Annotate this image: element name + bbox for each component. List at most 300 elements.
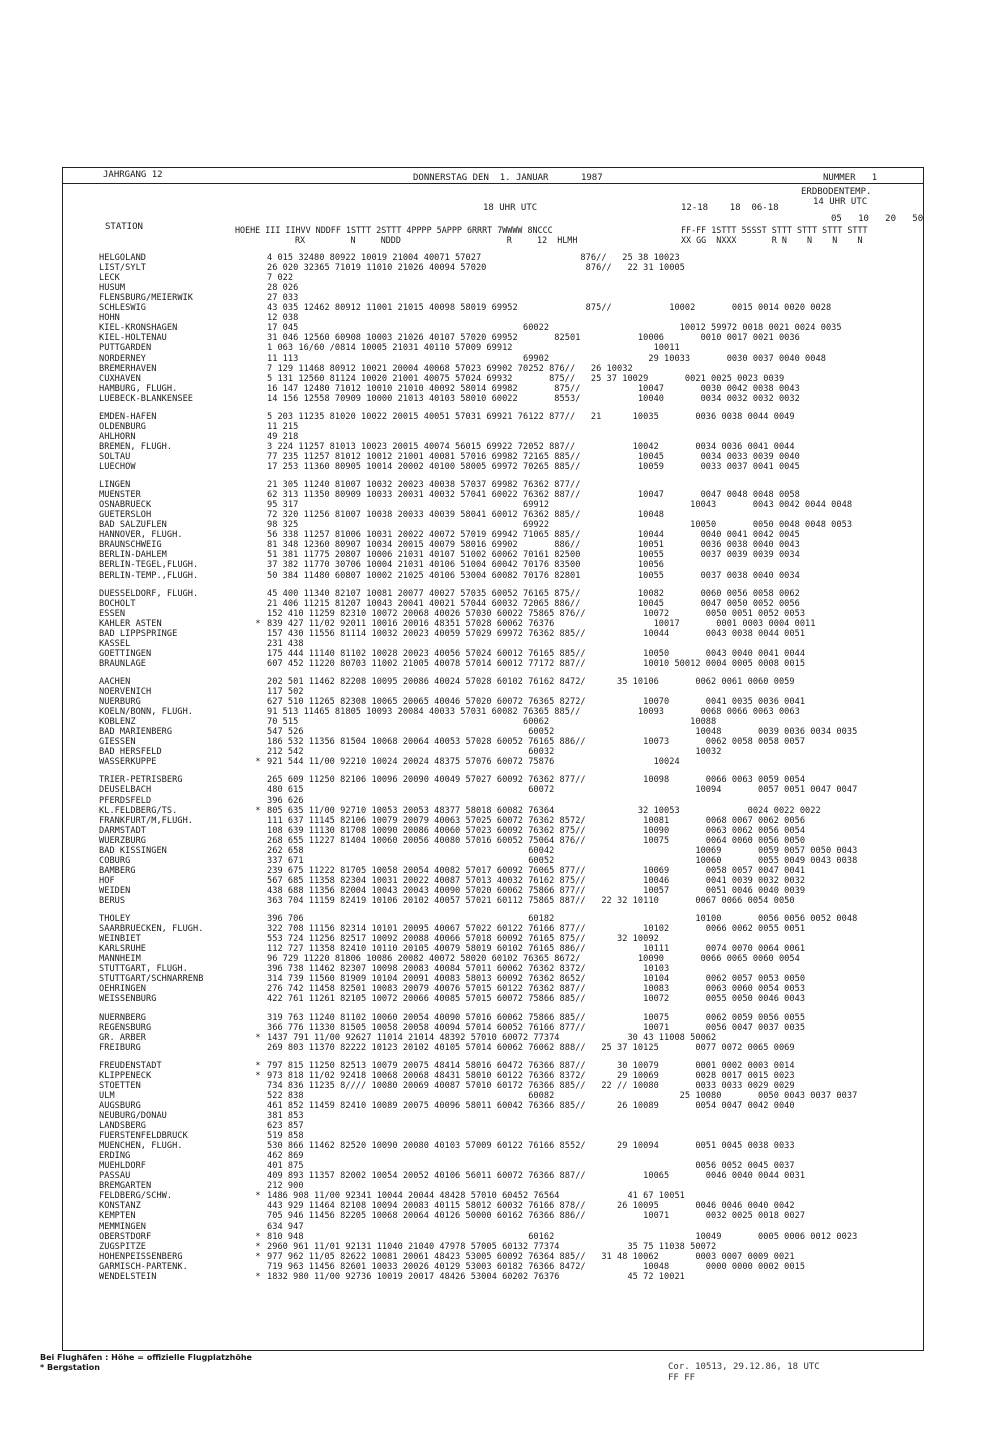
station-name: STOETTEN [99,1080,141,1091]
station-values: 212 542 60032 10032 [267,747,722,758]
station-label: STATION [105,222,143,232]
station-row [99,1222,304,1232]
station-values: 396 738 11462 82307 10098 20083 40084 57011 60062 76362 8372/ 10103 [267,964,670,975]
station-values: 49 218 [267,431,299,442]
mountain-station-marker: * [255,1191,261,1202]
station-row [99,659,805,669]
station-name: BAD LIPPSPRINGE [99,628,178,639]
station-row [99,530,800,540]
station-name: MUENSTER [99,490,141,501]
station-row [99,629,805,639]
station-name: LECK [99,273,120,284]
station-name: AACHEN [99,676,131,687]
station-name: WUERZBURG [99,835,147,846]
station-values: 977 962 11/05 82622 10081 20061 48423 53005 60092 76364 885// 31 48 10062 0003 0007 0009 0021 [267,1251,795,1262]
station-name: KLIPPENECK [99,1070,152,1081]
station-values: 3 224 11257 81013 10023 20015 40074 56015 69922 72052 887// 10042 0034 0036 0041 0044 [267,441,795,452]
station-values: 11 113 69902 29 10033 0030 0037 0040 0048 [267,353,826,364]
station-name: KONSTANZ [99,1201,141,1212]
station-values: 1437 791 11/00 92627 11014 21014 48392 57010 60072 77374 30 43 11008 50062 [267,1032,717,1043]
station-row [99,1272,685,1282]
mountain-station-marker: * [255,757,261,768]
station-name: HOHENPEISSENBERG [99,1251,183,1262]
station-name: DEUSELBACH [99,785,152,796]
station-values: 268 655 11227 81404 10060 20056 40080 57016 60052 75064 876// 10075 0064 0060 0056 0050 [267,835,806,846]
station-values: 14 156 12558 70909 10000 21013 40103 58010 60022 8553/ 10040 0034 0032 0032 0032 [267,393,800,404]
station-name: KARLSRUHE [99,944,147,955]
station-row [99,775,805,785]
station-row [99,432,298,442]
station-values: 77 235 11257 81012 10012 21001 40081 57016 69982 72165 885// 10045 0034 0033 0039 0040 [267,451,800,462]
station-values: 269 803 11370 82222 10123 20102 40105 57014 60062 76062 888// 25 37 10125 0077 0072 0065 0069 [267,1042,795,1053]
station-name: REGENSBURG [99,1022,152,1033]
station-name: BREMGARTEN [99,1181,152,1192]
station-values: 28 026 [267,283,299,294]
station-row [99,964,669,974]
station-row [99,619,816,629]
station-name: HOF [99,875,115,886]
station-values: 212 900 [267,1181,304,1192]
station-name: BOCHOLT [99,598,136,609]
station-row [99,1013,805,1023]
right-time-cols: 12-18 18 06-18 [681,203,779,213]
station-name: BERLIN-TEMP.,FLUGH. [99,570,199,581]
station-name: HELGOLAND [99,253,147,263]
station-values: 72 320 11256 81007 10038 20033 40039 58041 60012 76362 885// 10048 [267,510,665,521]
station-name: BERLIN-TEGEL,FLUGH. [99,560,199,571]
station-row [99,796,304,806]
station-name: OSNABRUECK [99,500,152,511]
station-name: KL.FELDBERG/TS. [99,805,178,816]
station-name: WASSERKUPPE [99,757,157,768]
issue-number: NUMMER 1 [823,173,878,183]
station-row [99,1211,805,1221]
mountain-station-marker: * [255,1241,261,1252]
station-name: CUXHAVEN [99,373,141,384]
station-values: 231 438 [267,638,304,649]
volume-label: JAHRGANG 12 [103,170,163,180]
station-row [99,1081,795,1091]
station-name: BREMEN, FLUGH. [99,441,173,452]
station-row [99,785,857,795]
station-values: 4 015 32480 80922 10019 21004 40071 57027 876// 25 38 10023 [267,253,680,263]
correction-line: Cor. 10513, 29.12.86, 18 UTC [668,1362,820,1372]
mountain-station-marker: * [255,1271,261,1282]
station-row [99,1262,805,1272]
station-row [99,747,721,757]
station-row [99,856,857,866]
station-values: 239 675 11222 81705 10058 20054 40082 57017 60092 76065 877// 10069 0058 0057 0047 0041 [267,865,806,876]
column-codes-sub: RX N NDDD R 12 HLMH [295,235,578,245]
station-row [99,422,298,432]
station-row [99,697,805,707]
mountain-station-marker: * [255,1231,261,1242]
station-row [99,520,852,530]
station-name: FREIBURG [99,1042,141,1053]
station-values: 530 866 11462 82520 10090 20080 40103 57009 60122 76166 8552/ 29 10094 0051 0045 0038 0033 [267,1141,795,1152]
station-values: 50 384 11480 60807 10002 21025 40106 53004 60082 70176 82801 10055 0037 0038 0040 0034 [267,570,800,581]
mountain-station-marker: * [255,1070,261,1081]
station-row [99,571,800,581]
station-name: LUEBECK-BLANKENSEE [99,393,194,404]
station-row [99,283,298,293]
station-name: NEUBURG/DONAU [99,1110,167,1121]
station-name: NUERNBERG [99,1012,147,1023]
station-values: 37 382 11770 30706 10004 21031 40106 51004 60042 70176 83500 10056 [267,560,665,571]
station-name: THOLEY [99,914,131,925]
station-values: 805 635 11/00 92710 10053 20053 48377 58018 60082 76364 32 10053 0024 0022 0022 [267,805,821,816]
station-values: 62 313 11350 80909 10033 20031 40032 57041 60022 76362 887// 10047 0047 0048 0048 0058 [267,490,800,501]
station-row [99,333,800,343]
station-values: 98 325 69922 10050 0050 0048 0048 0053 [267,520,853,531]
header-rule [63,183,923,184]
station-name: LINGEN [99,480,131,491]
right-column-codes: FF-FF 1STTT 5SSST STTT STTT STTT STTT [681,225,868,235]
station-values: 21 406 11215 81207 10043 20041 40021 57044 60032 72065 886// 10045 0047 0050 0052 0056 [267,598,800,609]
station-name: GARMISCH-PARTENK. [99,1261,188,1272]
station-values: 265 609 11250 82106 10096 20090 40049 57027 60092 76362 877// 10098 0066 0063 0059 0054 [267,775,806,786]
station-row [99,876,805,886]
mountain-station-marker: * [255,618,261,629]
station-name: PFERDSFELD [99,795,152,806]
station-row [99,1201,795,1211]
station-row [99,599,800,609]
station-row [99,354,826,364]
station-name: OLDENBURG [99,421,147,432]
station-row [99,816,805,826]
station-row [99,1242,716,1252]
station-row [99,1232,857,1242]
station-name: NORDERNEY [99,353,147,364]
station-values: 381 853 [267,1110,304,1121]
station-name: NUERBURG [99,697,141,708]
station-row [99,886,805,896]
station-name: LANDSBERG [99,1121,147,1131]
station-name: KIEL-HOLTENAU [99,333,167,344]
station-name: BRAUNSCHWEIG [99,540,162,551]
station-name: WEISSENBURG [99,994,157,1005]
station-name: PUTTGARDEN [99,343,152,354]
station-values: 1486 908 11/00 92341 10044 20044 48428 57010 60452 76564 41 67 10051 [267,1191,685,1202]
station-row [99,609,805,619]
station-row [99,313,298,323]
mountain-station-marker: * [255,1060,261,1071]
station-name: LIST/SYLT [99,263,147,274]
station-row [99,510,664,520]
station-values: 11 215 [267,421,299,432]
station-row [99,364,633,374]
station-values: 26 020 32365 71019 11010 21026 40094 57020 876// 22 31 10005 [267,263,685,274]
station-row [99,1161,795,1171]
station-name: AHLHORN [99,431,136,442]
station-values: 12 038 [267,313,299,324]
station-row [99,984,805,994]
station-row [99,1033,716,1043]
station-values: 2960 961 11/01 92131 11040 21040 47978 57005 60132 77374 35 75 11038 50072 [267,1241,717,1252]
station-values: 396 626 [267,795,304,806]
station-values: 705 946 11456 82205 10068 20064 40126 50000 60162 76366 886// 10071 0032 0025 0018 0027 [267,1211,806,1222]
station-row [99,1252,795,1262]
station-row [99,836,805,846]
station-row [99,1043,795,1053]
station-row [99,253,680,263]
station-name: EMDEN-HAFEN [99,411,157,422]
station-values: 438 688 11356 82004 10043 20043 40090 57020 60062 75866 877// 10057 0051 0046 0040 0039 [267,885,806,896]
right-time-utc: 14 UHR UTC [813,197,868,207]
station-values: 21 305 11240 81007 10032 20023 40038 57037 69982 76362 877// [267,480,581,491]
station-row [99,994,805,1004]
station-name: MEMMINGEN [99,1221,147,1232]
station-values: 396 706 60182 10100 0056 0056 0052 0048 [267,914,858,925]
station-values: 81 348 12360 80907 10034 20015 40079 58016 69902 886// 10051 0036 0038 0040 0043 [267,540,800,551]
station-name: STUTTGART, FLUGH. [99,964,188,975]
station-name: BAD MARIENBERG [99,727,173,738]
station-values: 607 452 11220 80703 11002 21005 40078 57014 60012 77172 887// 10010 50012 0004 0005 0008 0015 [267,658,806,669]
station-row [99,687,304,697]
station-values: 43 035 12462 80912 11001 21015 40098 58019 69952 875// 10002 0015 0014 0020 0028 [267,303,832,314]
station-values: 719 963 11456 82601 10033 20026 40129 53003 60182 76366 8472/ 10048 0000 0000 0002 0015 [267,1261,806,1272]
station-name: PASSAU [99,1171,131,1182]
station-name: DARMSTADT [99,825,147,836]
station-row [99,1061,795,1071]
station-row [99,806,821,816]
station-values: 973 818 11/02 92418 10068 20068 48431 58010 60122 76366 8372/ 29 10069 0028 0017 0015 0023 [267,1070,795,1081]
mountain-station-marker: * [255,805,261,816]
station-values: 27 033 [267,293,299,304]
station-values: 462 869 [267,1151,304,1162]
station-values: 319 763 11240 81102 10060 20054 40090 57016 60062 75866 885// 10075 0062 0059 0056 0055 [267,1012,806,1023]
station-name: WEINBIET [99,934,141,945]
station-name: GUETERSLOH [99,510,152,521]
station-row [99,677,795,687]
station-values: 7 022 [267,273,294,284]
station-name: HUSUM [99,283,126,294]
station-values: 1 063 16/60 /0814 10005 21031 40110 57009 69912 10011 [267,343,680,354]
station-values: 117 502 [267,687,304,697]
station-row [99,560,664,570]
station-row [99,500,852,510]
station-values: 519 858 [267,1131,304,1142]
station-name: FREUDENSTADT [99,1060,162,1071]
station-name: LUECHOW [99,462,136,472]
station-values: 461 852 11459 82410 10089 20075 40096 58011 60042 76366 885// 26 10089 0054 0047 0042 0040 [267,1100,795,1111]
station-values: 734 836 11235 8//// 10080 20069 40087 57010 60172 76366 885// 22 // 10080 0033 0033 0029 0029 [267,1080,795,1091]
station-row [99,1091,857,1101]
station-row [99,490,800,500]
station-name: BAD KISSINGEN [99,845,167,856]
station-name: KIEL-KRONSHAGEN [99,323,178,334]
station-values: 547 526 60052 10048 0039 0036 0034 0035 [267,727,858,738]
station-values: 186 532 11356 81504 10068 20064 40053 57028 60052 76165 886// 10073 0062 0058 0058 0057 [267,737,806,748]
station-values: 157 430 11556 81114 10032 20023 40059 57029 69972 76362 885// 10044 0043 0038 0044 0051 [267,628,806,639]
station-values: 7 129 11468 80912 10021 20004 40068 57023 69902 70252 876// 26 10032 [267,363,633,374]
station-name: BERUS [99,896,126,906]
station-row [99,639,304,649]
station-name: KOBLENZ [99,717,136,728]
station-values: 202 501 11462 82208 10095 20086 40024 57028 60102 76162 8472/ 35 10106 0062 0061 0060 0059 [267,676,795,687]
station-row [99,303,831,313]
station-values: 810 948 60162 10049 0005 0006 0012 0023 [267,1231,858,1242]
station-row [99,1141,795,1151]
station-values: 56 338 11257 81006 10031 20022 40072 57019 69942 71065 885// 10044 0040 0041 0042 0045 [267,530,800,541]
station-row [99,934,659,944]
report-sheet [62,167,924,1351]
station-values: 276 742 11458 82501 10083 20079 40076 57015 60122 76362 887// 10083 0063 0060 0054 0053 [267,984,806,995]
station-values: 96 729 11220 81806 10086 20082 40072 58020 60102 76365 8672/ 10090 0066 0065 0060 0054 [267,954,800,965]
station-row [99,462,800,472]
station-row [99,452,800,462]
station-row [99,1101,795,1111]
station-values: 443 929 11464 82108 10094 20083 40115 58012 60032 76166 878// 26 10095 0046 0046 0040 0042 [267,1201,795,1212]
station-row [99,550,800,560]
depth-labels: 05 10 20 50 [831,214,924,224]
station-values: 1832 980 11/00 92736 10019 20017 48426 53004 60202 76376 45 72 10021 [267,1271,685,1282]
station-name: STUTTGART/SCHNARRENB [99,974,204,985]
station-row [99,1181,304,1191]
station-values: 322 708 11156 82314 10101 20095 40067 57022 60122 76166 877// 10102 0066 0062 0055 0051 [267,924,806,935]
station-row [99,394,800,404]
erdboden-title: ERDBODENTEMP. [801,187,872,197]
station-row [99,273,293,283]
station-row [99,846,857,856]
right-column-codes-sub: XX GG NXXX R N N N N [681,235,863,245]
station-name: GIESSEN [99,737,136,748]
legend-airport-note: Bei Flughäfen : Höhe = offizielle Flugplatzhöhe [40,1353,252,1362]
station-values: 401 875 0056 0052 0045 0037 [267,1161,795,1172]
station-row [99,1131,304,1141]
station-name: WEIDEN [99,885,131,896]
station-name: OEHRINGEN [99,984,147,995]
station-row [99,944,805,954]
station-row [99,1111,304,1121]
station-row [99,914,857,924]
station-name: KOELN/BONN, FLUGH. [99,707,194,718]
station-name: FELDBERG/SCHW. [99,1191,173,1202]
station-values: 262 658 60042 10069 0059 0057 0050 0043 [267,845,858,856]
handwritten-correction-note [668,1362,820,1384]
station-row [99,323,842,333]
station-name: HANNOVER, FLUGH. [99,530,183,541]
station-name: ESSEN [99,608,126,619]
station-values: 152 410 11259 82310 10072 20068 40026 57030 60022 75865 876// 10072 0050 0051 0052 0053 [267,608,806,619]
station-values: 175 444 11140 81102 10028 20023 40056 57024 60012 76165 885// 10050 0043 0040 0041 0044 [267,648,806,659]
station-values: 363 704 11159 82419 10106 20102 40057 57021 60112 75865 887// 22 32 10110 0067 0066 0054 0050 [267,896,795,906]
station-name: MUENCHEN, FLUGH. [99,1141,183,1152]
station-values: 627 510 11265 82308 10065 20065 40046 57020 60072 76365 8272/ 10070 0041 0035 0036 0041 [267,697,806,708]
station-values: 553 724 11256 82517 10092 20088 40066 57018 60092 76165 875// 32 10092 [267,934,659,945]
station-row [99,974,805,984]
station-row [99,293,298,303]
station-row [99,442,795,452]
station-values: 567 685 11358 82304 10031 20022 40087 57013 40032 76162 875// 10046 0041 0039 0032 0032 [267,875,806,886]
station-name: COBURG [99,855,131,866]
station-row [99,1171,805,1181]
station-values: 112 727 11358 82410 10110 20105 40079 58019 60102 76165 886// 10111 0074 0070 0064 0061 [267,944,806,955]
station-values: 480 615 60072 10094 0057 0051 0047 0047 [267,785,858,796]
station-values: 337 671 60052 10060 0055 0049 0043 0038 [267,855,858,866]
station-values: 16 147 12480 71012 10010 21010 40092 58014 69982 875// 10047 0030 0042 0038 0043 [267,383,800,394]
station-row [99,589,800,599]
station-name: FLENSBURG/MEIERWIK [99,293,194,304]
station-row [99,1121,304,1131]
station-name: SAARBRUECKEN, FLUGH. [99,924,204,935]
station-row [99,1191,685,1201]
station-name: TRIER-PETRISBERG [99,775,183,786]
station-values: 839 427 11/02 92011 10016 20016 48351 57028 60062 76376 10017 0001 0003 0004 0011 [267,618,816,629]
legend [40,1353,252,1373]
station-name: FRANKFURT/M,FLUGH. [99,815,194,826]
station-row [99,384,800,394]
station-row [99,343,680,353]
station-values: 45 400 11340 82107 10081 20077 40027 57035 60052 76165 875// 10082 0060 0056 0058 0062 [267,588,800,599]
station-name: AUGSBURG [99,1100,141,1111]
station-name: ERDING [99,1151,131,1162]
station-name: FUERSTENFELDBRUCK [99,1131,188,1142]
station-row [99,707,800,717]
station-row [99,540,800,550]
station-name: SCHLESWIG [99,303,147,314]
station-values: 70 515 60062 10088 [267,717,717,728]
station-name: GOETTINGEN [99,648,152,659]
station-name: GR. ARBER [99,1032,147,1043]
station-name: KAHLER ASTEN [99,618,162,629]
station-name: BAMBERG [99,865,136,876]
station-values: 5 203 11235 81020 10022 20015 40051 57031 69921 76122 877// 21 10035 0036 0038 0044 0049 [267,411,795,422]
station-row [99,649,805,659]
station-values: 111 637 11145 82106 10079 20079 40063 57025 60072 76362 8572/ 10081 0068 0067 0062 0056 [267,815,806,826]
station-row [99,263,685,273]
station-row [99,954,800,964]
station-name: ZUGSPITZE [99,1241,147,1252]
station-name: HAMBURG, FLUGH. [99,383,178,394]
station-values: 51 381 11775 20807 10006 21031 40107 51002 60062 70161 82500 10055 0037 0039 0039 0034 [267,550,800,561]
station-values: 95 317 69912 10043 0043 0042 0044 0048 [267,500,853,511]
station-values: 921 544 11/00 92210 10024 20024 48375 57076 60072 75876 10024 [267,757,680,768]
station-row [99,924,805,934]
legend-mountain-note: * Bergstation [40,1363,100,1372]
station-row [99,896,795,906]
station-row [99,374,784,384]
station-name: WENDELSTEIN [99,1271,157,1282]
station-values: 17 253 11360 80905 10014 20002 40100 58005 69972 70265 885// 10059 0033 0037 0041 0045 [267,462,800,472]
column-codes: HOEHE III IIHVV NDDFF 1STTT 2STTT 4PPPP 5APPP 6RRRT 7WWWW 8NCCC [235,225,553,235]
station-name: BERLIN-DAHLEM [99,550,167,561]
station-values: 31 046 12560 60908 10003 21026 40107 57020 69952 82501 10006 0010 0017 0021 0036 [267,333,800,344]
station-row [99,866,805,876]
station-row [99,757,680,767]
station-name: KEMPTEN [99,1211,136,1222]
station-name: NOERVENICH [99,687,152,697]
station-row [99,480,580,490]
station-name: BAD HERSFELD [99,747,162,758]
station-name: MANNHEIM [99,954,141,965]
station-values: 314 739 11560 81909 10104 20091 40083 58013 60092 76362 8652/ 10104 0062 0057 0053 0050 [267,974,806,985]
station-name: SOLTAU [99,451,131,462]
station-values: 5 131 12560 81124 10020 21001 40075 57024 69932 875// 25 37 10029 0021 0025 0023 0039 [267,373,785,384]
station-name: MUEHLDORF [99,1161,147,1172]
station-row [99,727,857,737]
correction-line-2: FF FF [668,1373,696,1383]
station-values: 366 776 11330 81505 10058 20058 40094 57014 60052 76166 877// 10071 0056 0047 0037 0035 [267,1022,806,1033]
station-row [99,1151,304,1161]
obs-time: 18 UHR UTC [483,203,538,213]
station-values: 634 947 [267,1221,304,1232]
station-name: DUESSELDORF, FLUGH. [99,588,199,599]
station-name: KASSEL [99,638,131,649]
station-row [99,717,716,727]
station-name: BRAUNLAGE [99,658,147,669]
station-row [99,826,805,836]
